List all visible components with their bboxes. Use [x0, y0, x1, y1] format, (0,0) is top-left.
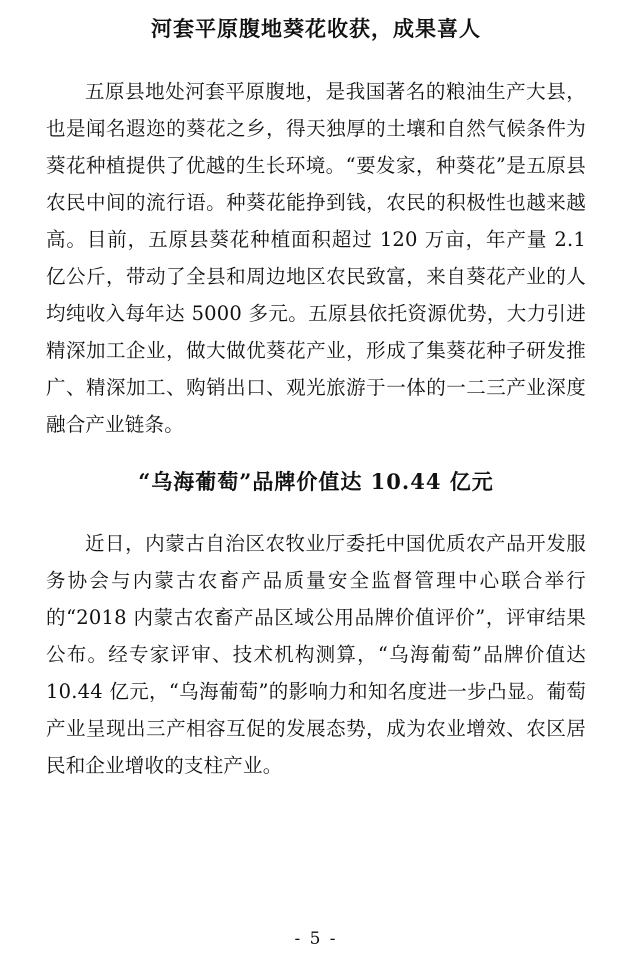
- article-body-1: 五原县地处河套平原腹地，是我国著名的粮油生产大县，也是闻名遐迩的葵花之乡，得天独厚的土壤和自然气候条件为葵花种植提供了优越的生长环境。“要发家，种葵花”是五原县农民中间的流行语。种葵花能挣到钱，农民的积极性也越来越高。目前，五原县葵花种植面积超过 120 万亩，年产量 2.1 亿公斤，带动了全县和周边地区农民致富，来自葵花产业的人均纯收入每年达 5000 多元。五原县依托资源优势，大力引进精深加工企业，做大做优葵花产业，形成了集葵花种子研发推广、精深加工、购销出口、观光旅游于一体的一二三产业深度融合产业链条。: [46, 80, 586, 437]
- article-section-1: [46, 0, 586, 443]
- article-body-2: 近日，内蒙古自治区农牧业厅委托中国优质农产品开发服务协会与内蒙古农畜产品质量安全监督管理中心联合举行的“2018 内蒙古农畜产品区域公用品牌价值评价”，评审结果公布。经专家评审、技术机构测算，“乌海葡萄”品牌价值达 10.44 亿元，“乌海葡萄”的影响力和知名度进一步凸显。葡萄产业呈现出三产相容互促的发展态势，成为农业增效、农区居民和企业增收的支柱产业。: [46, 531, 586, 777]
- article-title-2: “乌海葡萄”品牌价值达 10.44 亿元: [138, 469, 494, 495]
- page-number: - 5 -: [294, 929, 338, 949]
- article-title-1: 河套平原腹地葵花收获，成果喜人: [151, 16, 481, 41]
- article-section-2: [46, 443, 586, 783]
